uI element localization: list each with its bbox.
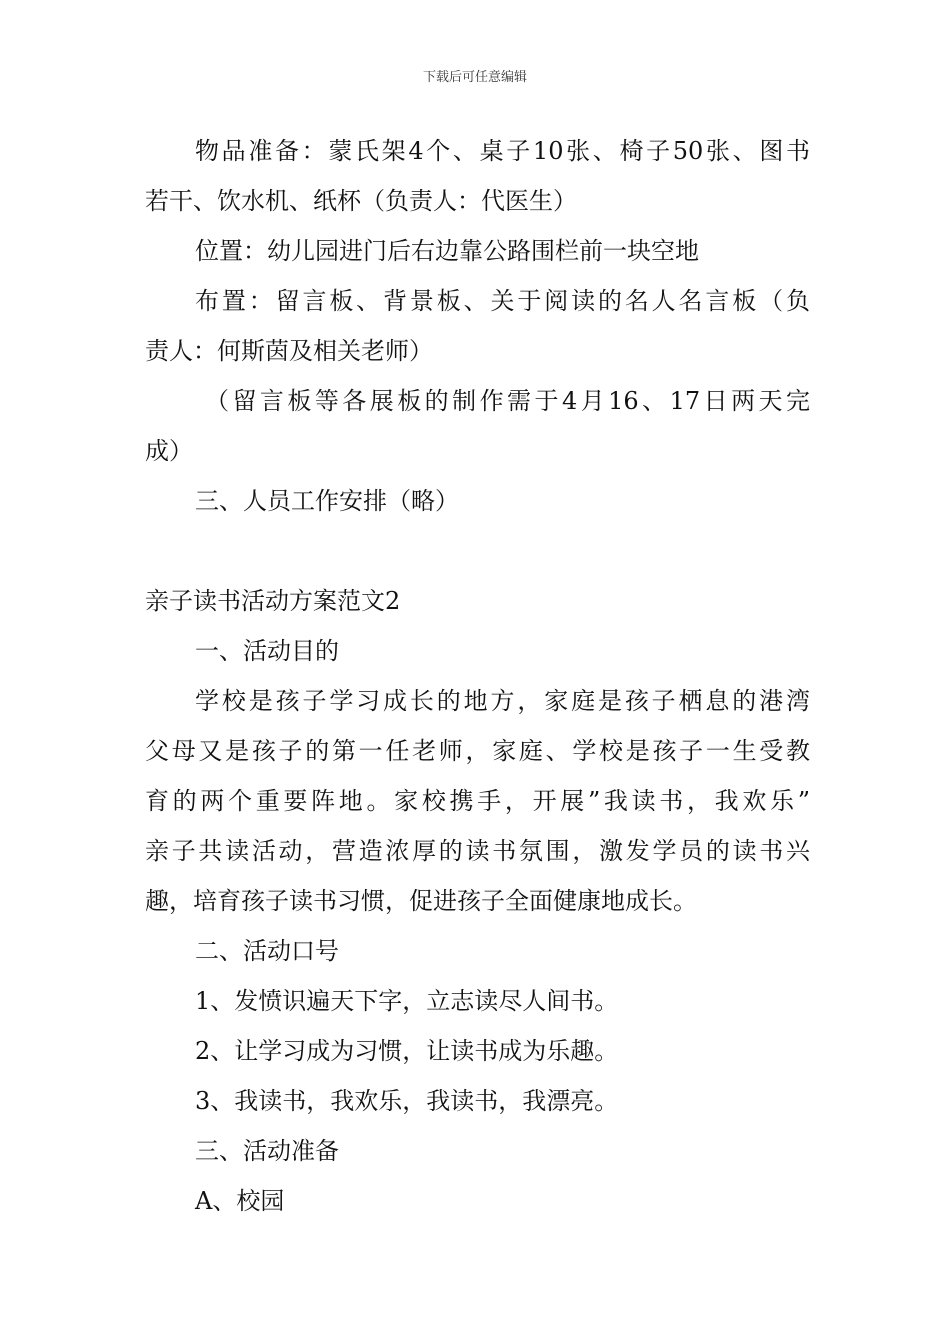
paragraph-line: 学校是孩子学习成长的地方，家庭是孩子栖息的港湾 [195, 687, 810, 715]
paragraph-line: 成） [145, 437, 193, 465]
paragraph-line: 若干、饮水机、纸杯（负责人：代医生） [145, 187, 577, 215]
paragraph-line: 父母又是孩子的第一任老师，家庭、学校是孩子一生受教 [145, 737, 810, 765]
list-item: 3、我读书，我欢乐，我读书，我漂亮。 [195, 1087, 619, 1115]
header-note: 下载后可任意编辑 [422, 70, 527, 85]
paragraph-line: 布置：留言板、背景板、关于阅读的名人名言板（负 [195, 287, 810, 315]
paragraph-line: （留言板等各展板的制作需于4月16、17日两天完 [205, 387, 810, 415]
section-heading: 二、活动口号 [195, 937, 339, 965]
section-heading: 一、活动目的 [195, 637, 339, 665]
list-item: 1、发愤识遍天下字，立志读尽人间书。 [195, 987, 619, 1015]
article-title: 亲子读书活动方案范文2 [145, 587, 401, 615]
paragraph-line: 亲子共读活动，营造浓厚的读书氛围，激发学员的读书兴 [145, 837, 810, 865]
paragraph-line: 物品准备：蒙氏架4个、桌子10张、椅子50张、图书 [195, 137, 810, 165]
paragraph-line: 位置：幼儿园进门后右边靠公路围栏前一块空地 [195, 237, 699, 265]
section-heading: 三、活动准备 [195, 1137, 339, 1165]
paragraph-line: 趣，培育孩子读书习惯，促进孩子全面健康地成长。 [145, 887, 697, 915]
blank-line [145, 526, 810, 576]
list-item: 2、让学习成为习惯，让读书成为乐趣。 [195, 1037, 619, 1065]
document-body [145, 126, 810, 1226]
list-item: A、校园 [195, 1187, 285, 1215]
paragraph-line: 责人：何斯茵及相关老师） [145, 337, 433, 365]
paragraph-line: 育的两个重要阵地。家校携手，开展”我读书，我欢乐” [145, 787, 810, 815]
section-heading: 三、人员工作安排（略） [195, 487, 459, 515]
